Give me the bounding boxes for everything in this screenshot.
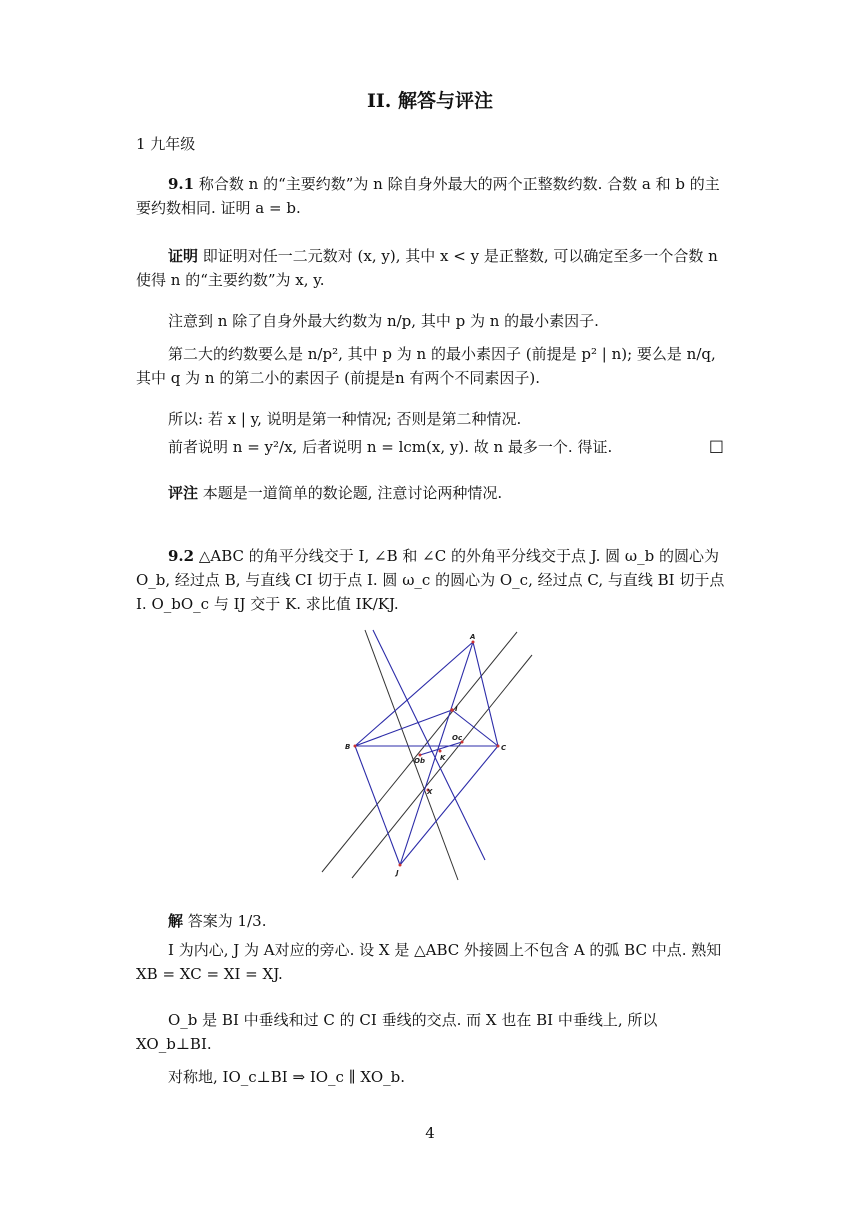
page-number: 4: [425, 1124, 435, 1142]
section-heading: 1 九年级: [136, 135, 196, 153]
problem-number: 9.2: [168, 547, 195, 565]
line-bi: [355, 710, 452, 746]
proof-text: 即证明对任一二元数对 (x, y), 其中 x < y 是正整数, 可以确定至多一个合数 n 使得 n 的“主要约数”为 x, y.: [136, 247, 718, 289]
solution-text: 答案为 1/3.: [183, 912, 267, 930]
geometry-figure: [320, 625, 535, 883]
proof-paragraph: [136, 244, 728, 292]
solution-label: 解: [168, 912, 184, 930]
page-title: II. 解答与评注: [366, 90, 493, 112]
remark: [168, 482, 502, 503]
label-ob: Ob: [414, 757, 425, 765]
proof-line-4: 前者说明 n = y²/x, 后者说明 n = lcm(x, y). 故 n 最多一个. 得证.: [168, 438, 613, 456]
proof-label: 证明: [168, 247, 199, 265]
solution-paragraph-1: I 为内心, J 为 A对应的旁心. 设 X 是 △ABC 外接圆上不包含 A 的弧 BC 中点. 熟知 XB = XC = XI = XJ.: [136, 941, 722, 983]
blue-line: [373, 630, 485, 860]
problem-text: △ABC 的角平分线交于 I, ∠B 和 ∠C 的外角平分线交于点 J. 圆 ω_b 的圆心为 O_b, 经过点 B, 与直线 CI 切于点 I. 圆 ω_c 的圆心为 O_c, 经过点 C, 与直线 BI 切于点 I. O_bO_c 与 IJ 交于 K. 求比值 IK/KJ.: [136, 547, 725, 613]
problem-9-1: [136, 172, 728, 220]
black-line: [352, 655, 532, 878]
label-c: C: [501, 744, 507, 752]
problem-text: 称合数 n 的“主要约数”为 n 除自身外最大的两个正整数约数. 合数 a 和 b 的主要约数相同. 证明 a = b.: [136, 175, 720, 217]
proof-line-3: 所以: 若 x | y, 说明是第一种情况; 否则是第二种情况.: [168, 410, 522, 428]
side-ab: [355, 642, 473, 746]
label-x: X: [427, 788, 433, 796]
solution-paragraph-3: 对称地, IO_c⊥BI ⇒ IO_c ∥ XO_b.: [168, 1068, 405, 1086]
black-line: [322, 632, 517, 872]
remark-text: 本题是一道简单的数论题, 注意讨论两种情况.: [198, 484, 503, 502]
label-k: K: [440, 754, 446, 762]
qed-symbol: □: [708, 436, 724, 455]
label-oc: Oc: [452, 734, 463, 742]
problem-9-2: [136, 544, 728, 616]
side-ac: [473, 642, 498, 746]
problem-number: 9.1: [168, 175, 195, 193]
label-i: I: [455, 705, 458, 713]
proof-line-1: 注意到 n 除了自身外最大约数为 n/p, 其中 p 为 n 的最小素因子.: [168, 312, 599, 330]
solution-answer: [168, 910, 266, 931]
label-a: A: [470, 633, 476, 641]
remark-label: 评注: [168, 484, 199, 502]
proof-line-2: 第二大的约数要么是 n/p², 其中 p 为 n 的最小素因子 (前提是 p² | n); 要么是 n/q, 其中 q 为 n 的第二小的素因子 (前提是n 有两个不同素因子).: [136, 345, 716, 387]
label-b: B: [345, 743, 351, 751]
solution-paragraph-2: O_b 是 BI 中垂线和过 C 的 CI 垂线的交点. 而 X 也在 BI 中垂线上, 所以 XO_b⊥BI.: [136, 1011, 658, 1053]
label-j: J: [396, 869, 399, 877]
